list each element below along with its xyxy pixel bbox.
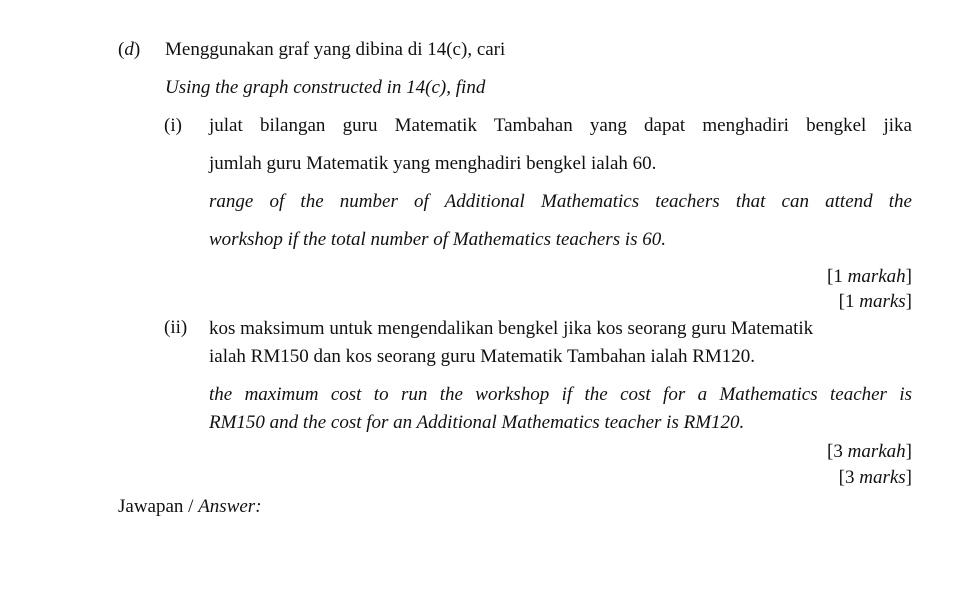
sub-question-i-malay-line-2: jumlah guru Matematik yang menghadiri bengkel ialah 60. bbox=[209, 153, 657, 174]
sub-question-ii-malay-line-1: kos maksimum untuk mengendalikan bengkel jika kos seorang guru Matematik bbox=[209, 318, 814, 339]
sub-question-i-marks-english: [1 marks] bbox=[838, 291, 912, 312]
part-d-malay-text: Menggunakan graf yang dibina di 14(c), cari bbox=[165, 39, 506, 60]
sub-question-ii-marks-malay: [3 markah] bbox=[827, 441, 912, 462]
answer-label: Jawapan / Answer: bbox=[118, 496, 262, 517]
sub-question-i-malay-line-1: julat bilangan guru Matematik Tambahan yang dapat menghadiri bengkel jika bbox=[209, 115, 912, 136]
sub-question-i-label: (i) bbox=[164, 115, 182, 136]
sub-question-ii-english-line-1: the maximum cost to run the workshop if the cost for a Mathematics teacher is bbox=[209, 384, 912, 405]
sub-question-ii-english-line-2: RM150 and the cost for an Additional Mathematics teacher is RM120. bbox=[209, 412, 745, 433]
sub-question-ii-malay-line-2: ialah RM150 dan kos seorang guru Matematik Tambahan ialah RM120. bbox=[209, 346, 756, 367]
part-label: (d) bbox=[118, 39, 141, 60]
sub-question-i-marks-malay: [1 markah] bbox=[827, 266, 912, 287]
part-d-english-text: Using the graph constructed in 14(c), find bbox=[165, 77, 486, 98]
sub-question-i-english-line-1: range of the number of Additional Mathematics teachers that can attend the bbox=[209, 191, 912, 212]
sub-question-ii-label: (ii) bbox=[164, 317, 188, 338]
sub-question-i-english-line-2: workshop if the total number of Mathematics teachers is 60. bbox=[209, 229, 667, 250]
sub-question-ii-marks-english: [3 marks] bbox=[838, 467, 912, 488]
